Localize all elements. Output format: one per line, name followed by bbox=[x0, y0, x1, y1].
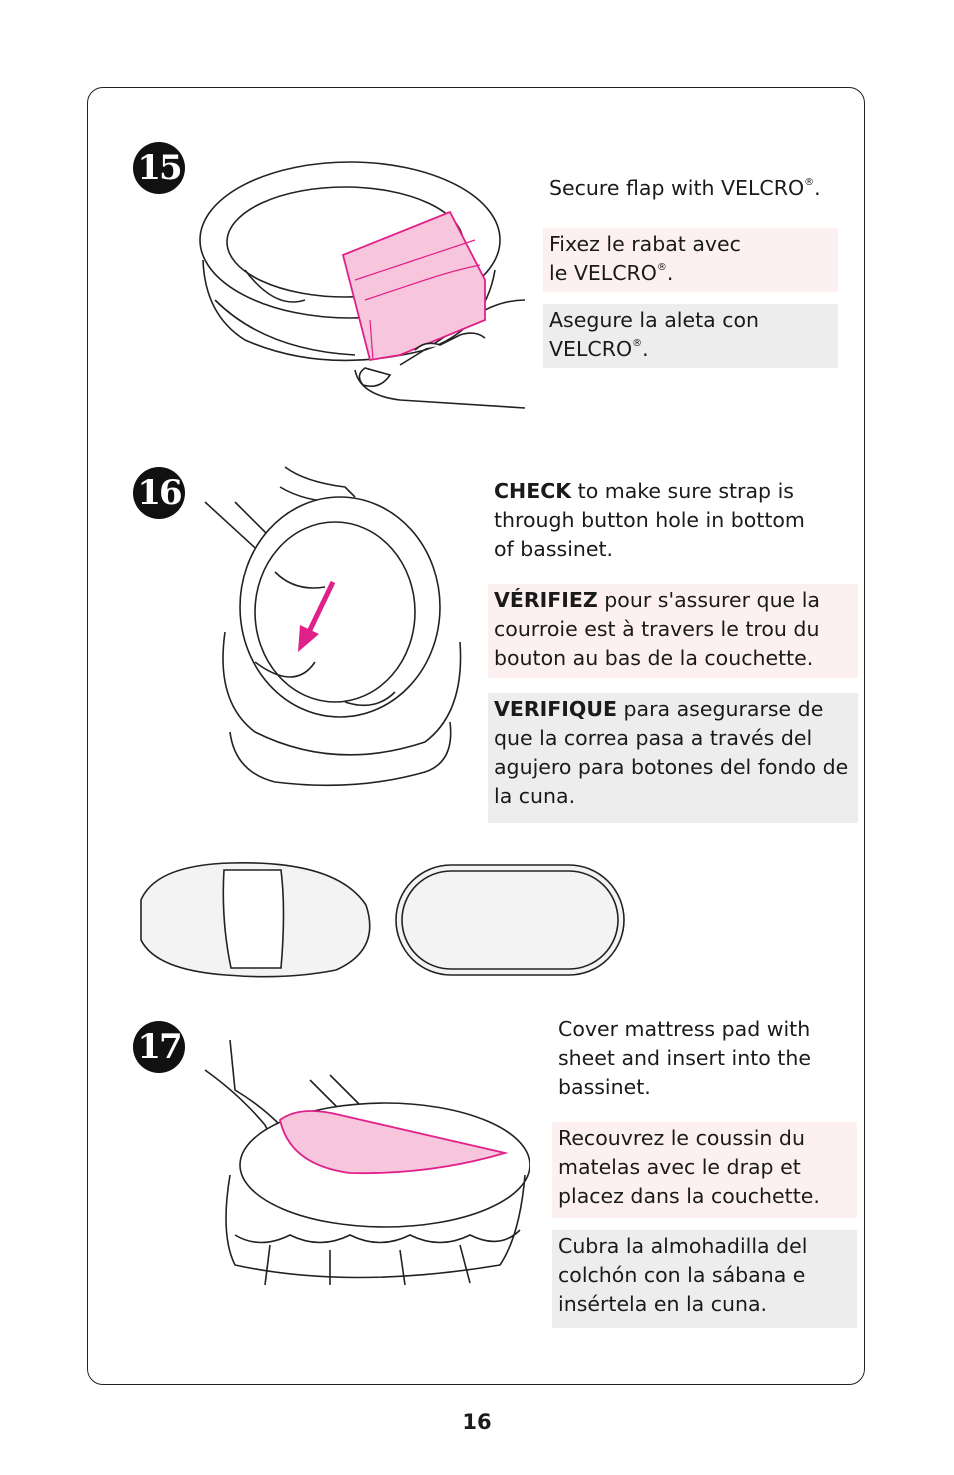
step-16-number: 16 bbox=[133, 467, 185, 519]
step-15-number: 15 bbox=[133, 142, 185, 194]
step-17-illustration bbox=[200, 1035, 530, 1290]
mattress-and-sheet-illustration bbox=[136, 860, 628, 980]
step-15-text-fr: Fixez le rabat avec le VELCRO®. bbox=[543, 228, 838, 292]
step-15-illustration bbox=[185, 150, 530, 415]
step-16-text-fr: VÉRIFIEZ pour s'assurer que la courroie est à travers le trou du bouton au bas de la couchette. bbox=[488, 584, 858, 678]
step-16-illustration bbox=[195, 462, 485, 792]
step-16-text-es: VERIFIQUE para asegurarse de que la correa pasa a través del agujero para botones del fondo de la cuna. bbox=[488, 693, 858, 823]
step-17-number: 17 bbox=[133, 1021, 185, 1073]
step-15-text-es: Asegure la aleta con VELCRO®. bbox=[543, 304, 838, 368]
page-number: 16 bbox=[462, 1410, 492, 1434]
step-17-text-fr: Recouvrez le coussin du matelas avec le drap et placez dans la couchette. bbox=[552, 1122, 857, 1218]
step-15-text-en: Secure flap with VELCRO®. bbox=[549, 176, 821, 200]
step-17-text-es: Cubra la almohadilla del colchón con la sábana e insértela en la cuna. bbox=[552, 1230, 857, 1328]
step-16-text-en: CHECK to make sure strap is through button hole in bottom of bassinet. bbox=[494, 479, 805, 561]
step-17-text-en: Cover mattress pad with sheet and insert into the bassinet. bbox=[558, 1017, 811, 1099]
